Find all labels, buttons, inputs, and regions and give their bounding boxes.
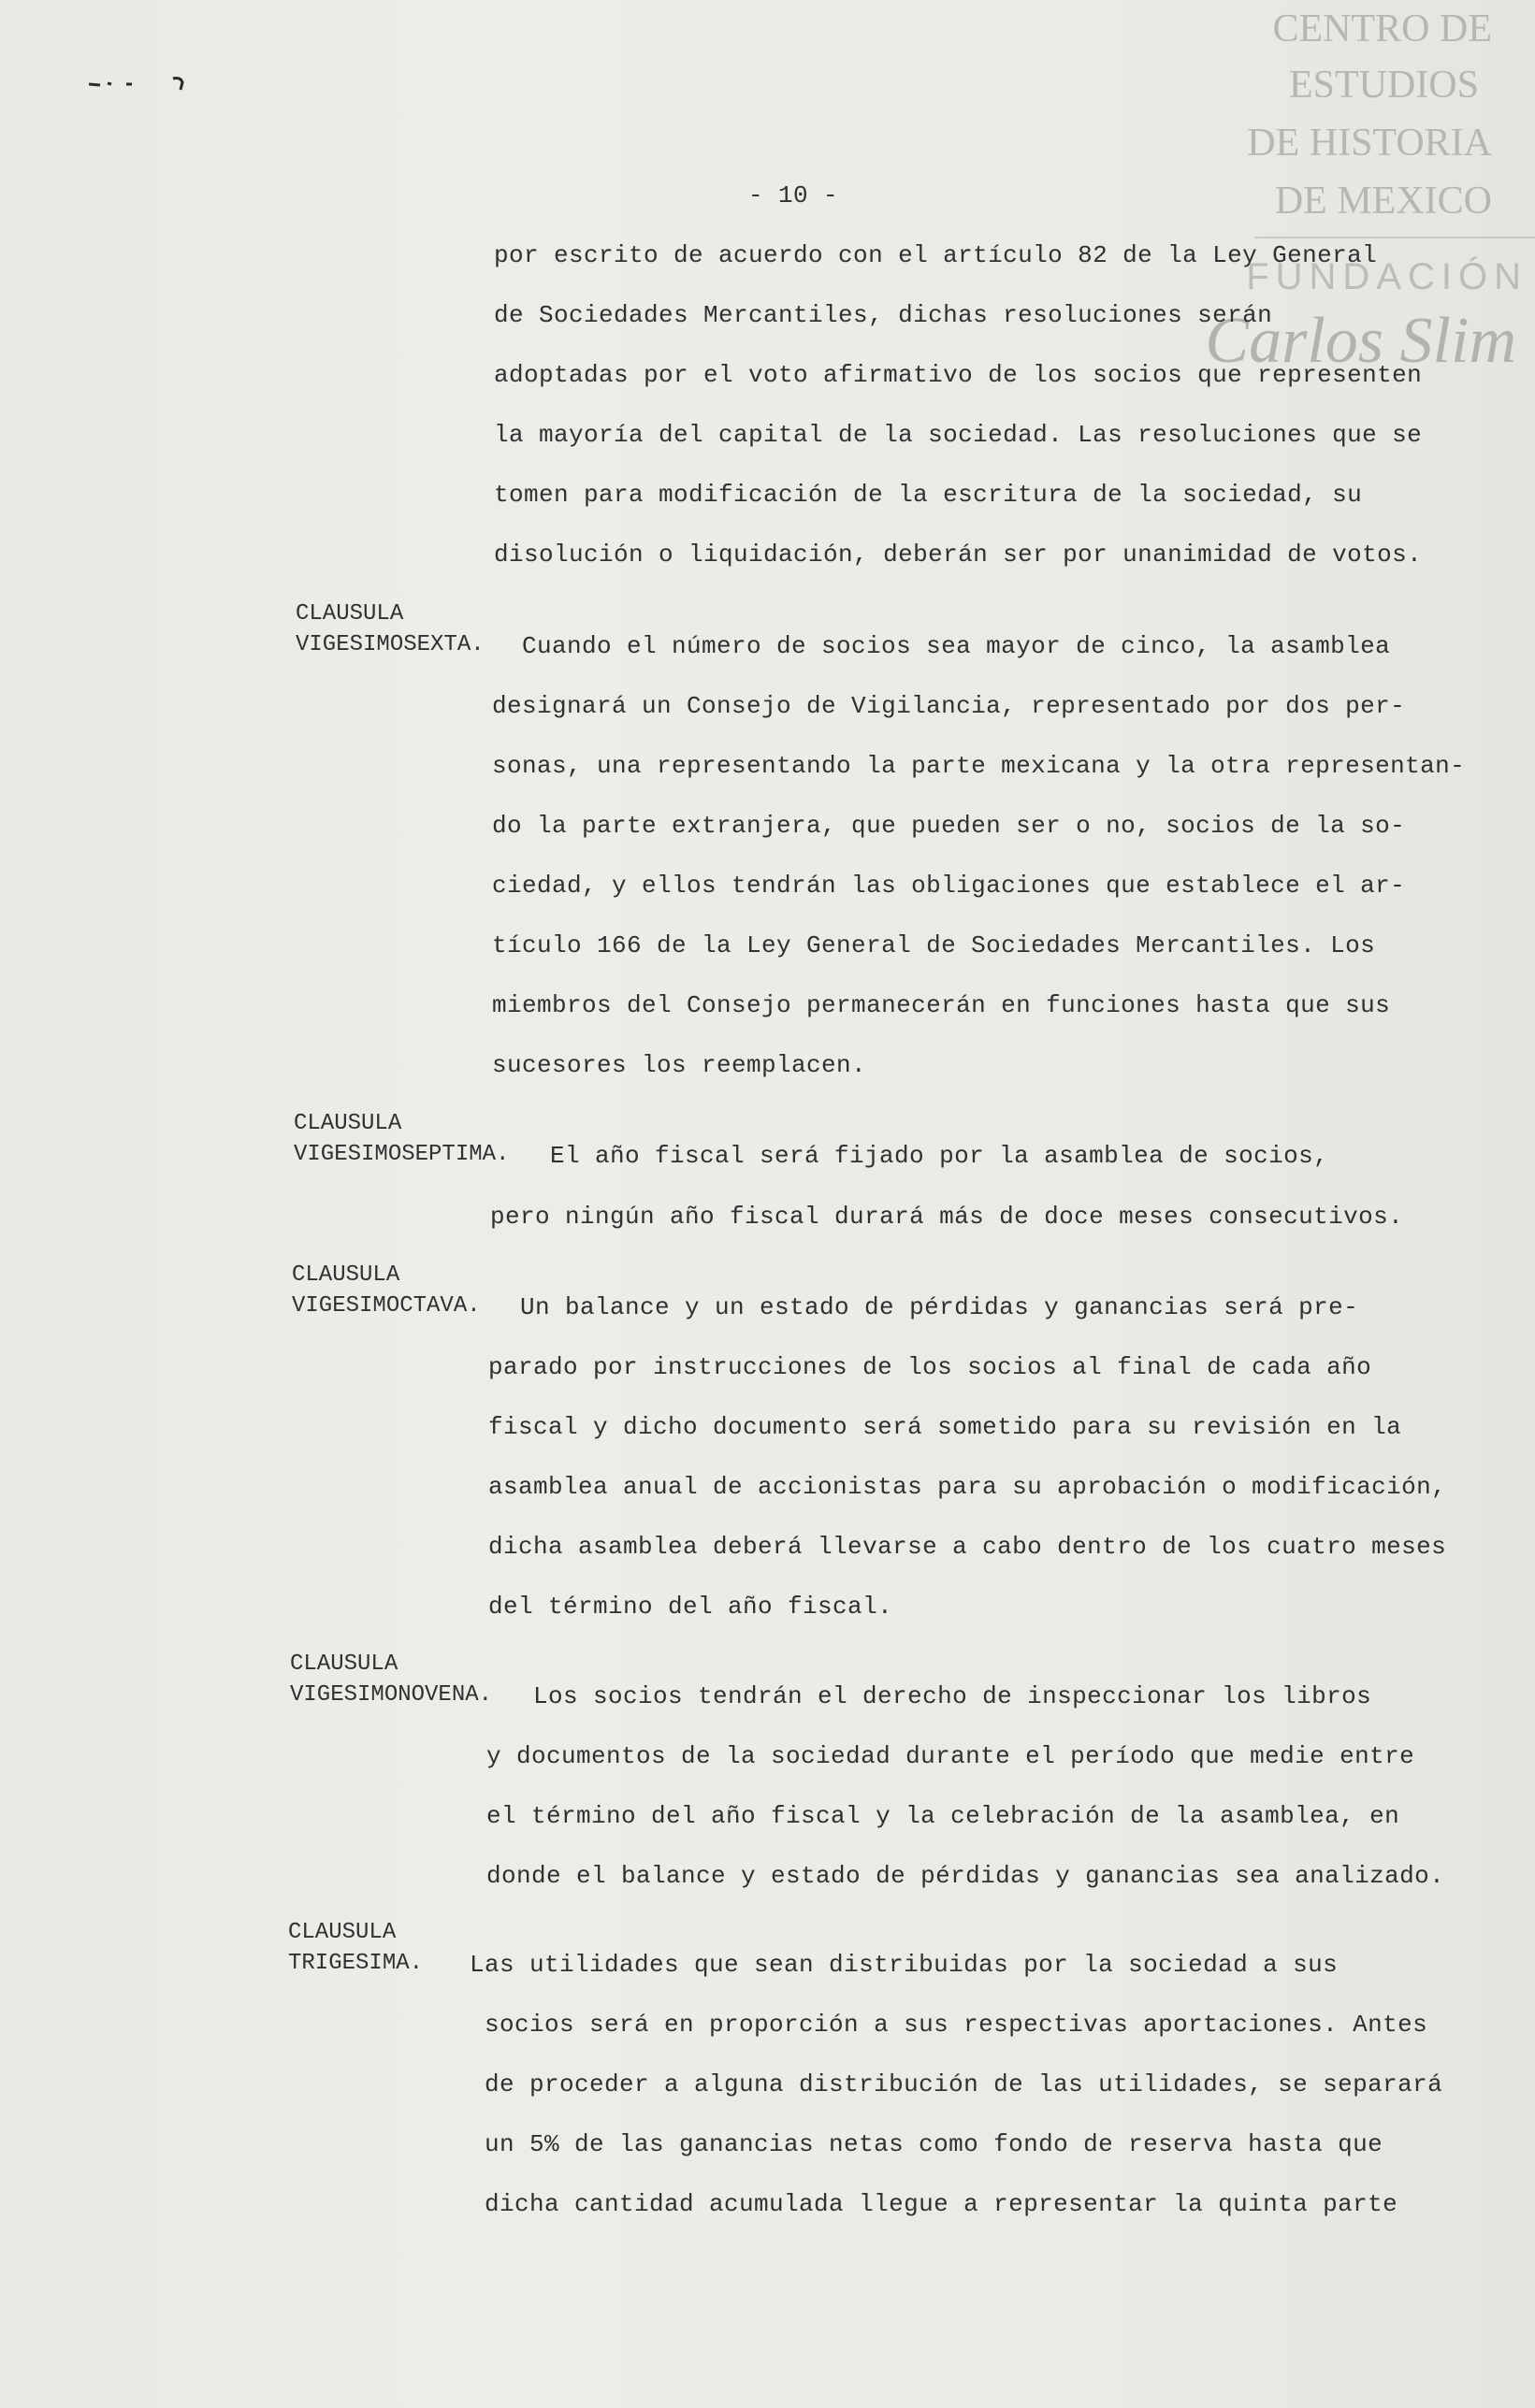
body-line: disolución o liquidación, deberán ser por unanimidad de votos.	[494, 541, 1423, 569]
body-line: un 5% de las ganancias netas como fondo de reserva hasta que	[485, 2130, 1383, 2158]
body-line: fiscal y dicho documento será sometido para su revisión en la	[488, 1413, 1402, 1441]
body-line: tículo 166 de la Ley General de Sociedades Mercantiles. Los	[492, 931, 1376, 959]
clause-first-line: Un balance y un estado de pérdidas y ganancias será pre-	[520, 1293, 1359, 1321]
clause-label: CLAUSULA	[292, 1262, 400, 1288]
archive-watermark	[1205, 0, 1535, 393]
clause-name: TRIGESIMA.	[288, 1951, 424, 1976]
body-line: por escrito de acuerdo con el artículo 82 de la Ley General	[494, 241, 1378, 269]
body-line: ciedad, y ellos tendrán las obligaciones que establece el ar-	[492, 872, 1406, 900]
clause-first-line: Cuando el número de socios sea mayor de cinco, la asamblea	[522, 632, 1391, 660]
body-line: dicha cantidad acumulada llegue a representar la quinta parte	[485, 2190, 1398, 2218]
body-line: de Sociedades Mercantiles, dichas resoluciones serán	[494, 301, 1273, 329]
body-line: pero ningún año fiscal durará más de doce meses consecutivos.	[490, 1203, 1404, 1231]
body-line: sucesores los reemplacen.	[492, 1051, 867, 1079]
body-line: la mayoría del capital de la sociedad. Las resoluciones que se	[494, 421, 1423, 449]
body-line: tomen para modificación de la escritura de la sociedad, su	[494, 481, 1363, 509]
watermark-line: DE HISTORIA	[1247, 122, 1492, 165]
clause-label: CLAUSULA	[290, 1651, 398, 1677]
clause-first-line: Los socios tendrán el derecho de inspeccionar los libros	[533, 1682, 1372, 1710]
clause-name: VIGESIMOSEXTA.	[296, 632, 485, 657]
body-line: designará un Consejo de Vigilancia, representado por dos per-	[492, 692, 1406, 720]
clause-name: VIGESIMOSEPTIMA.	[294, 1142, 510, 1167]
body-line: donde el balance y estado de pérdidas y ganancias sea analizado.	[486, 1862, 1445, 1890]
body-line: do la parte extranjera, que pueden ser o no, socios de la so-	[492, 812, 1406, 840]
watermark-rule	[1254, 237, 1535, 238]
watermark-line: CENTRO DE	[1272, 7, 1492, 50]
body-line: y documentos de la sociedad durante el período que medie entre	[486, 1742, 1415, 1770]
clause-name: VIGESIMONOVENA.	[290, 1682, 493, 1708]
clause-label: CLAUSULA	[294, 1111, 402, 1136]
watermark-line: ESTUDIOS	[1288, 64, 1479, 107]
body-line: dicha asamblea deberá llevarse a cabo dentro de los cuatro meses	[488, 1533, 1447, 1561]
body-line: miembros del Consejo permanecerán en funciones hasta que sus	[492, 991, 1391, 1019]
clause-name: VIGESIMOCTAVA.	[292, 1293, 481, 1319]
body-line: asamblea anual de accionistas para su aprobación o modificación,	[488, 1473, 1447, 1501]
clause-label: CLAUSULA	[296, 601, 404, 627]
watermark-line: DE MEXICO	[1274, 180, 1492, 223]
ink-speck-mark	[89, 75, 192, 94]
clause-label: CLAUSULA	[288, 1920, 397, 1945]
body-line: socios será en proporción a sus respectivas aportaciones. Antes	[485, 2011, 1428, 2039]
watermark-foundation: FUNDACIÓN	[1246, 256, 1528, 297]
body-line: del término del año fiscal.	[488, 1593, 893, 1621]
clause-first-line: El año fiscal será fijado por la asamblea de socios,	[550, 1142, 1329, 1170]
page-number: - 10 -	[748, 181, 839, 209]
body-line: el término del año fiscal y la celebración de la asamblea, en	[486, 1802, 1400, 1830]
body-line: sonas, una representando la parte mexicana y la otra representan-	[492, 752, 1466, 780]
body-line: de proceder a alguna distribución de las utilidades, se separará	[485, 2070, 1443, 2098]
body-line: adoptadas por el voto afirmativo de los socios que representen	[494, 361, 1423, 389]
body-line: parado por instrucciones de los socios al final de cada año	[488, 1353, 1372, 1381]
watermark-signature: Carlos Slim	[1205, 305, 1516, 377]
clause-first-line: Las utilidades que sean distribuidas por la sociedad a sus	[470, 1951, 1339, 1979]
